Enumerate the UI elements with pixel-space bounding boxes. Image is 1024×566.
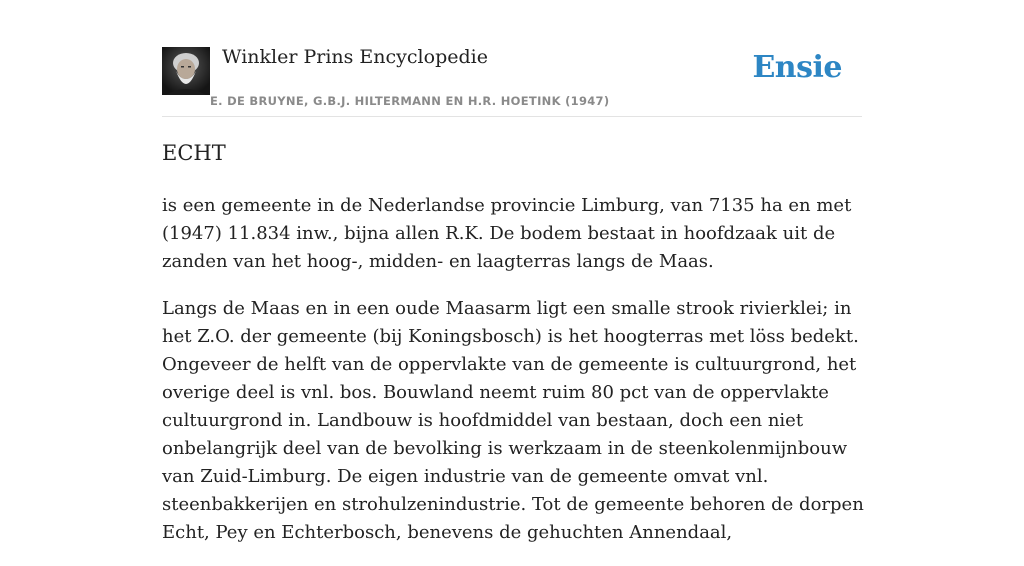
site-title[interactable]: Winkler Prins Encyclopedie [222, 46, 488, 68]
article-paragraph: is een gemeente in de Nederlandse provincie Limburg, van 7135 ha en met (1947) 11.834 inw., bijna allen R.K. De bodem bestaat in hoofdzaak uit de zanden van het hoog-, midden- en laagterras langs de Maas. [162, 195, 852, 272]
content-container [162, 0, 864, 543]
article-paragraph: Langs de Maas en in een oude Maasarm ligt een smalle strook rivierklei; in het Z.O. der gemeente (bij Koningsbosch) is het hoogterras met löss bedekt. Ongeveer de helft van de oppervlakte van de gemeente is cultuurgrond, het overige deel is vnl. bos. Bouwland neemt ruim 80 pct van de oppervlakte cultuurgrond in. Landbouw is hoofdmiddel van bestaan, doch een niet onbelangrijk deel van de bevolking is werkzaam in de steenkolenmijnbouw van Zuid-Limburg. De eigen industrie van de gemeente omvat vnl. steenbakkerijen en strohulzenindustrie. Tot de gemeente behoren de dorpen Echt, Pey en Echterbosch, benevens de gehuchten Annendaal, [162, 298, 864, 543]
article-title: ECHT [162, 141, 226, 165]
authors-line: E. DE BRUYNE, G.B.J. HILTERMANN EN H.R. HOETINK (1947) [210, 94, 610, 108]
brand-logo[interactable]: Ensie [752, 50, 842, 85]
header [162, 0, 862, 117]
article-body [162, 192, 864, 566]
author-avatar-icon[interactable] [162, 47, 210, 95]
